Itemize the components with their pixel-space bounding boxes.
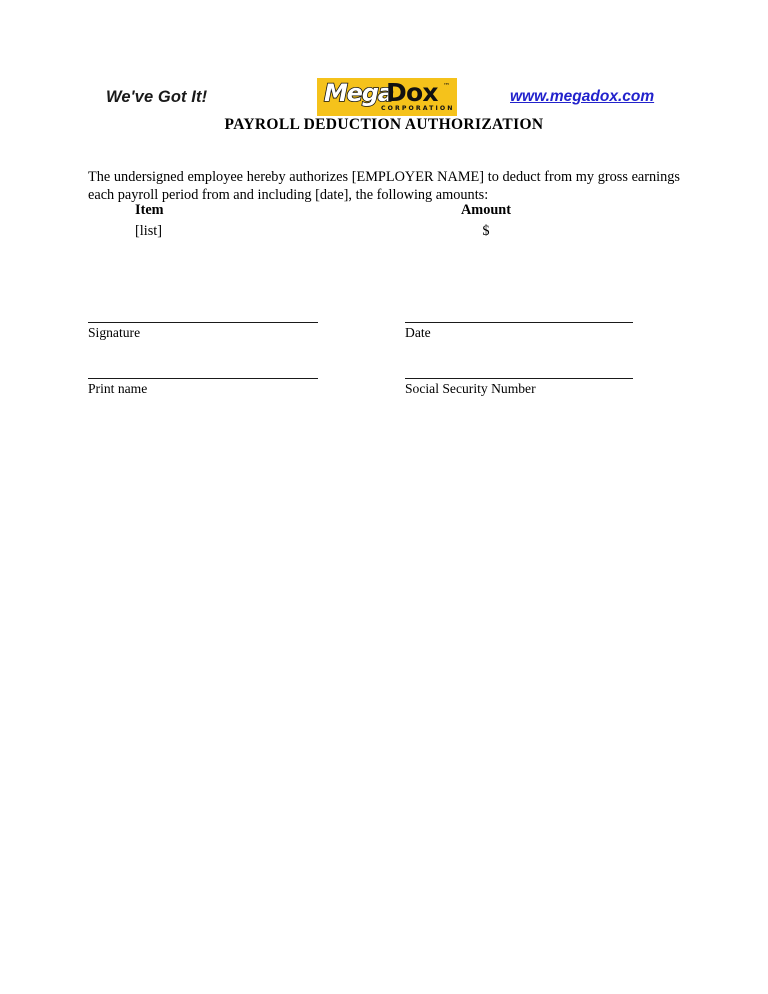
table-row bbox=[88, 221, 680, 242]
cell-item[interactable]: [list] bbox=[135, 223, 163, 239]
logo-text-mega: Mega bbox=[324, 79, 393, 107]
signature-field-ssn bbox=[405, 378, 633, 397]
deductions-table bbox=[88, 200, 680, 242]
logo-text-dox: Dox bbox=[386, 78, 438, 107]
page-header bbox=[0, 34, 768, 112]
print-name-label: Print name bbox=[88, 381, 148, 396]
logo-wordmark bbox=[324, 80, 456, 106]
company-tagline: We've Got It! bbox=[106, 88, 208, 106]
website-link[interactable]: www.megadox.com bbox=[510, 88, 655, 105]
print-name-line[interactable] bbox=[88, 378, 318, 379]
ssn-label: Social Security Number bbox=[405, 381, 536, 396]
logo-subtitle-corporation: CORPORATION bbox=[381, 105, 455, 112]
signature-field-signature bbox=[88, 322, 318, 341]
table-header-row bbox=[88, 200, 680, 221]
signature-label: Signature bbox=[88, 325, 141, 340]
column-header-item: Item bbox=[135, 202, 164, 218]
authorization-paragraph: The undersigned employee hereby authorizes [EMPLOYER NAME] to deduct from my gross earnings each payroll period from and including [date], the following amounts: bbox=[88, 169, 680, 203]
date-label: Date bbox=[405, 325, 431, 340]
signature-field-print-name bbox=[88, 378, 318, 397]
trademark-icon: ™ bbox=[443, 82, 450, 90]
signature-line[interactable] bbox=[88, 322, 318, 323]
signature-field-date bbox=[405, 322, 633, 341]
column-header-amount: Amount bbox=[460, 202, 512, 218]
date-line[interactable] bbox=[405, 322, 633, 323]
cell-amount[interactable]: $ bbox=[482, 223, 490, 239]
signature-block bbox=[0, 322, 768, 412]
page-title: PAYROLL DEDUCTION AUTHORIZATION bbox=[224, 116, 544, 133]
ssn-line[interactable] bbox=[405, 378, 633, 379]
megadox-logo bbox=[317, 78, 457, 116]
